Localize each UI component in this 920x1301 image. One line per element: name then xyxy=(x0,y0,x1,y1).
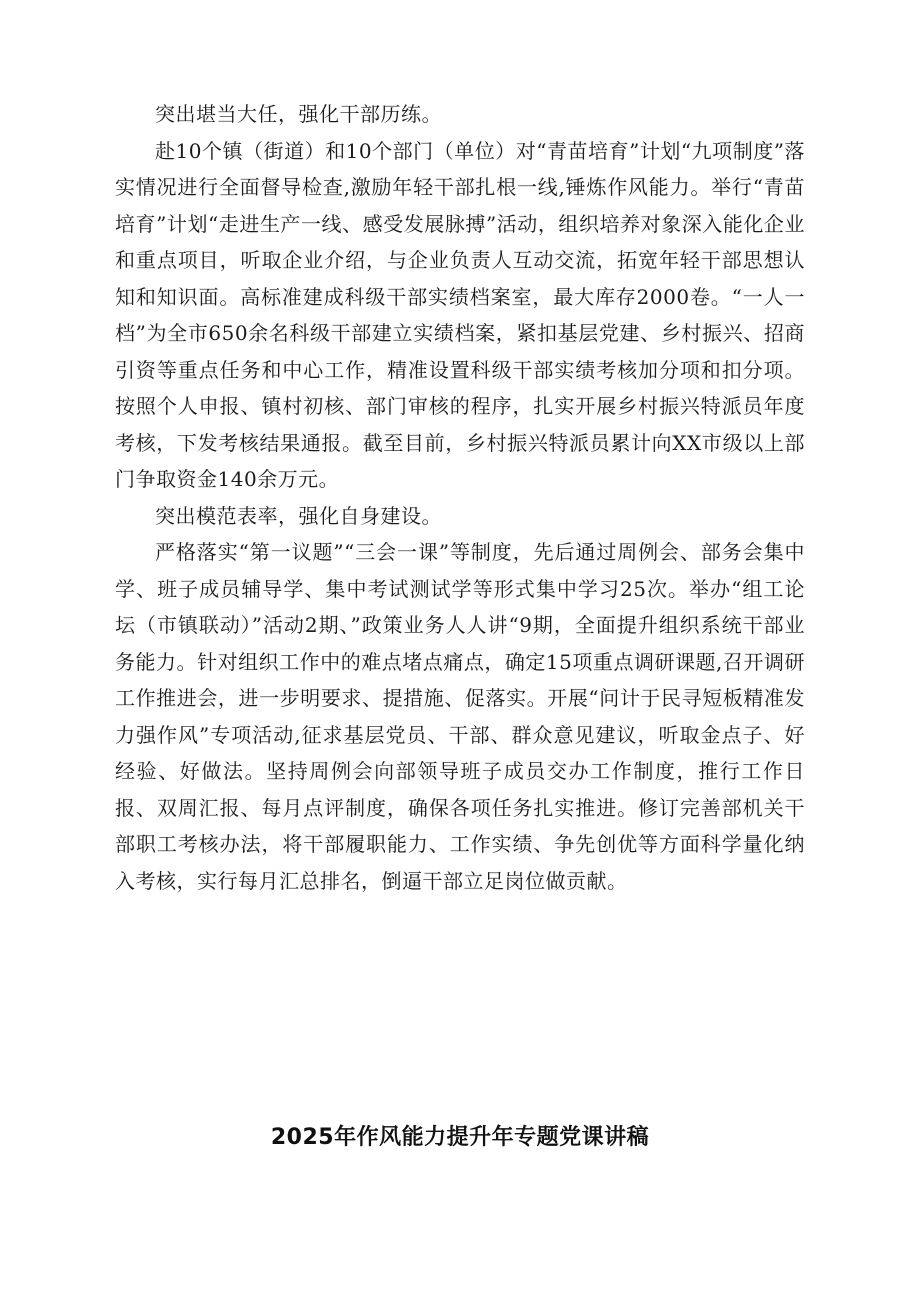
section-2-heading: 突出模范表率，强化自身建设。 xyxy=(155,503,442,528)
document-body xyxy=(115,96,805,899)
section-1-body: 赴10个镇（街道）和10个部门（单位）对“青苗培育”计划“九项制度”落实情况进行全面督导检查,激励年轻干部扎根一线,锤炼作风能力。举行“青苗培育”计划“走进生产一线、感受发展脉搏”活动，组织培养对象深入能化企业和重点项目，听取企业介绍，与企业负责人互动交流，拓宽年轻干部思想认知和知识面。高标准建成科级干部实绩档案室，最大库存2000卷。“一人一档”为全市650余名科级干部建立实绩档案，紧扣基层党建、乡村振兴、招商引资等重点任务和中心工作，精准设置科级干部实绩考核加分项和扣分项。按照个人申报、镇村初核、部门审核的程序，扎实开展乡村振兴特派员年度考核，下发考核结果通报。截至目前，乡村振兴特派员累计向XX市级以上部门争取资金140余万元。 xyxy=(115,138,805,491)
section-1-heading: 突出堪当大任，强化干部历练。 xyxy=(155,102,442,126)
document-title: 2025年作风能力提升年专题党课讲稿 xyxy=(270,1125,650,1150)
section-2-body: 严格落实“第一议题”“三会一课”等制度，先后通过周例会、部务会集中学、班子成员辅导学、集中考试测试学等形式集中学习25次。举办“组工论坛（市镇联动）”活动2期、”政策业务人人讲“9期，全面提升组织系统干部业务能力。针对组织工作中的难点堵点痛点，确定15项重点调研课题,召开调研工作推进会，进一步明要求、提措施、促落实。开展“问计于民寻短板精准发力强作风”专项活动,征求基层党员、干部、群众意见建议，听取金点子、好经验、好做法。坚持周例会向部领导班子成员交办工作制度，推行工作日报、双周汇报、每月点评制度，确保各项任务扎实推进。修订完善部机关干部职工考核办法，将干部履职能力、工作实绩、争先创优等方面科学量化纳入考核，实行每月汇总排名，倒逼干部立足岗位做贡献。 xyxy=(115,540,805,893)
